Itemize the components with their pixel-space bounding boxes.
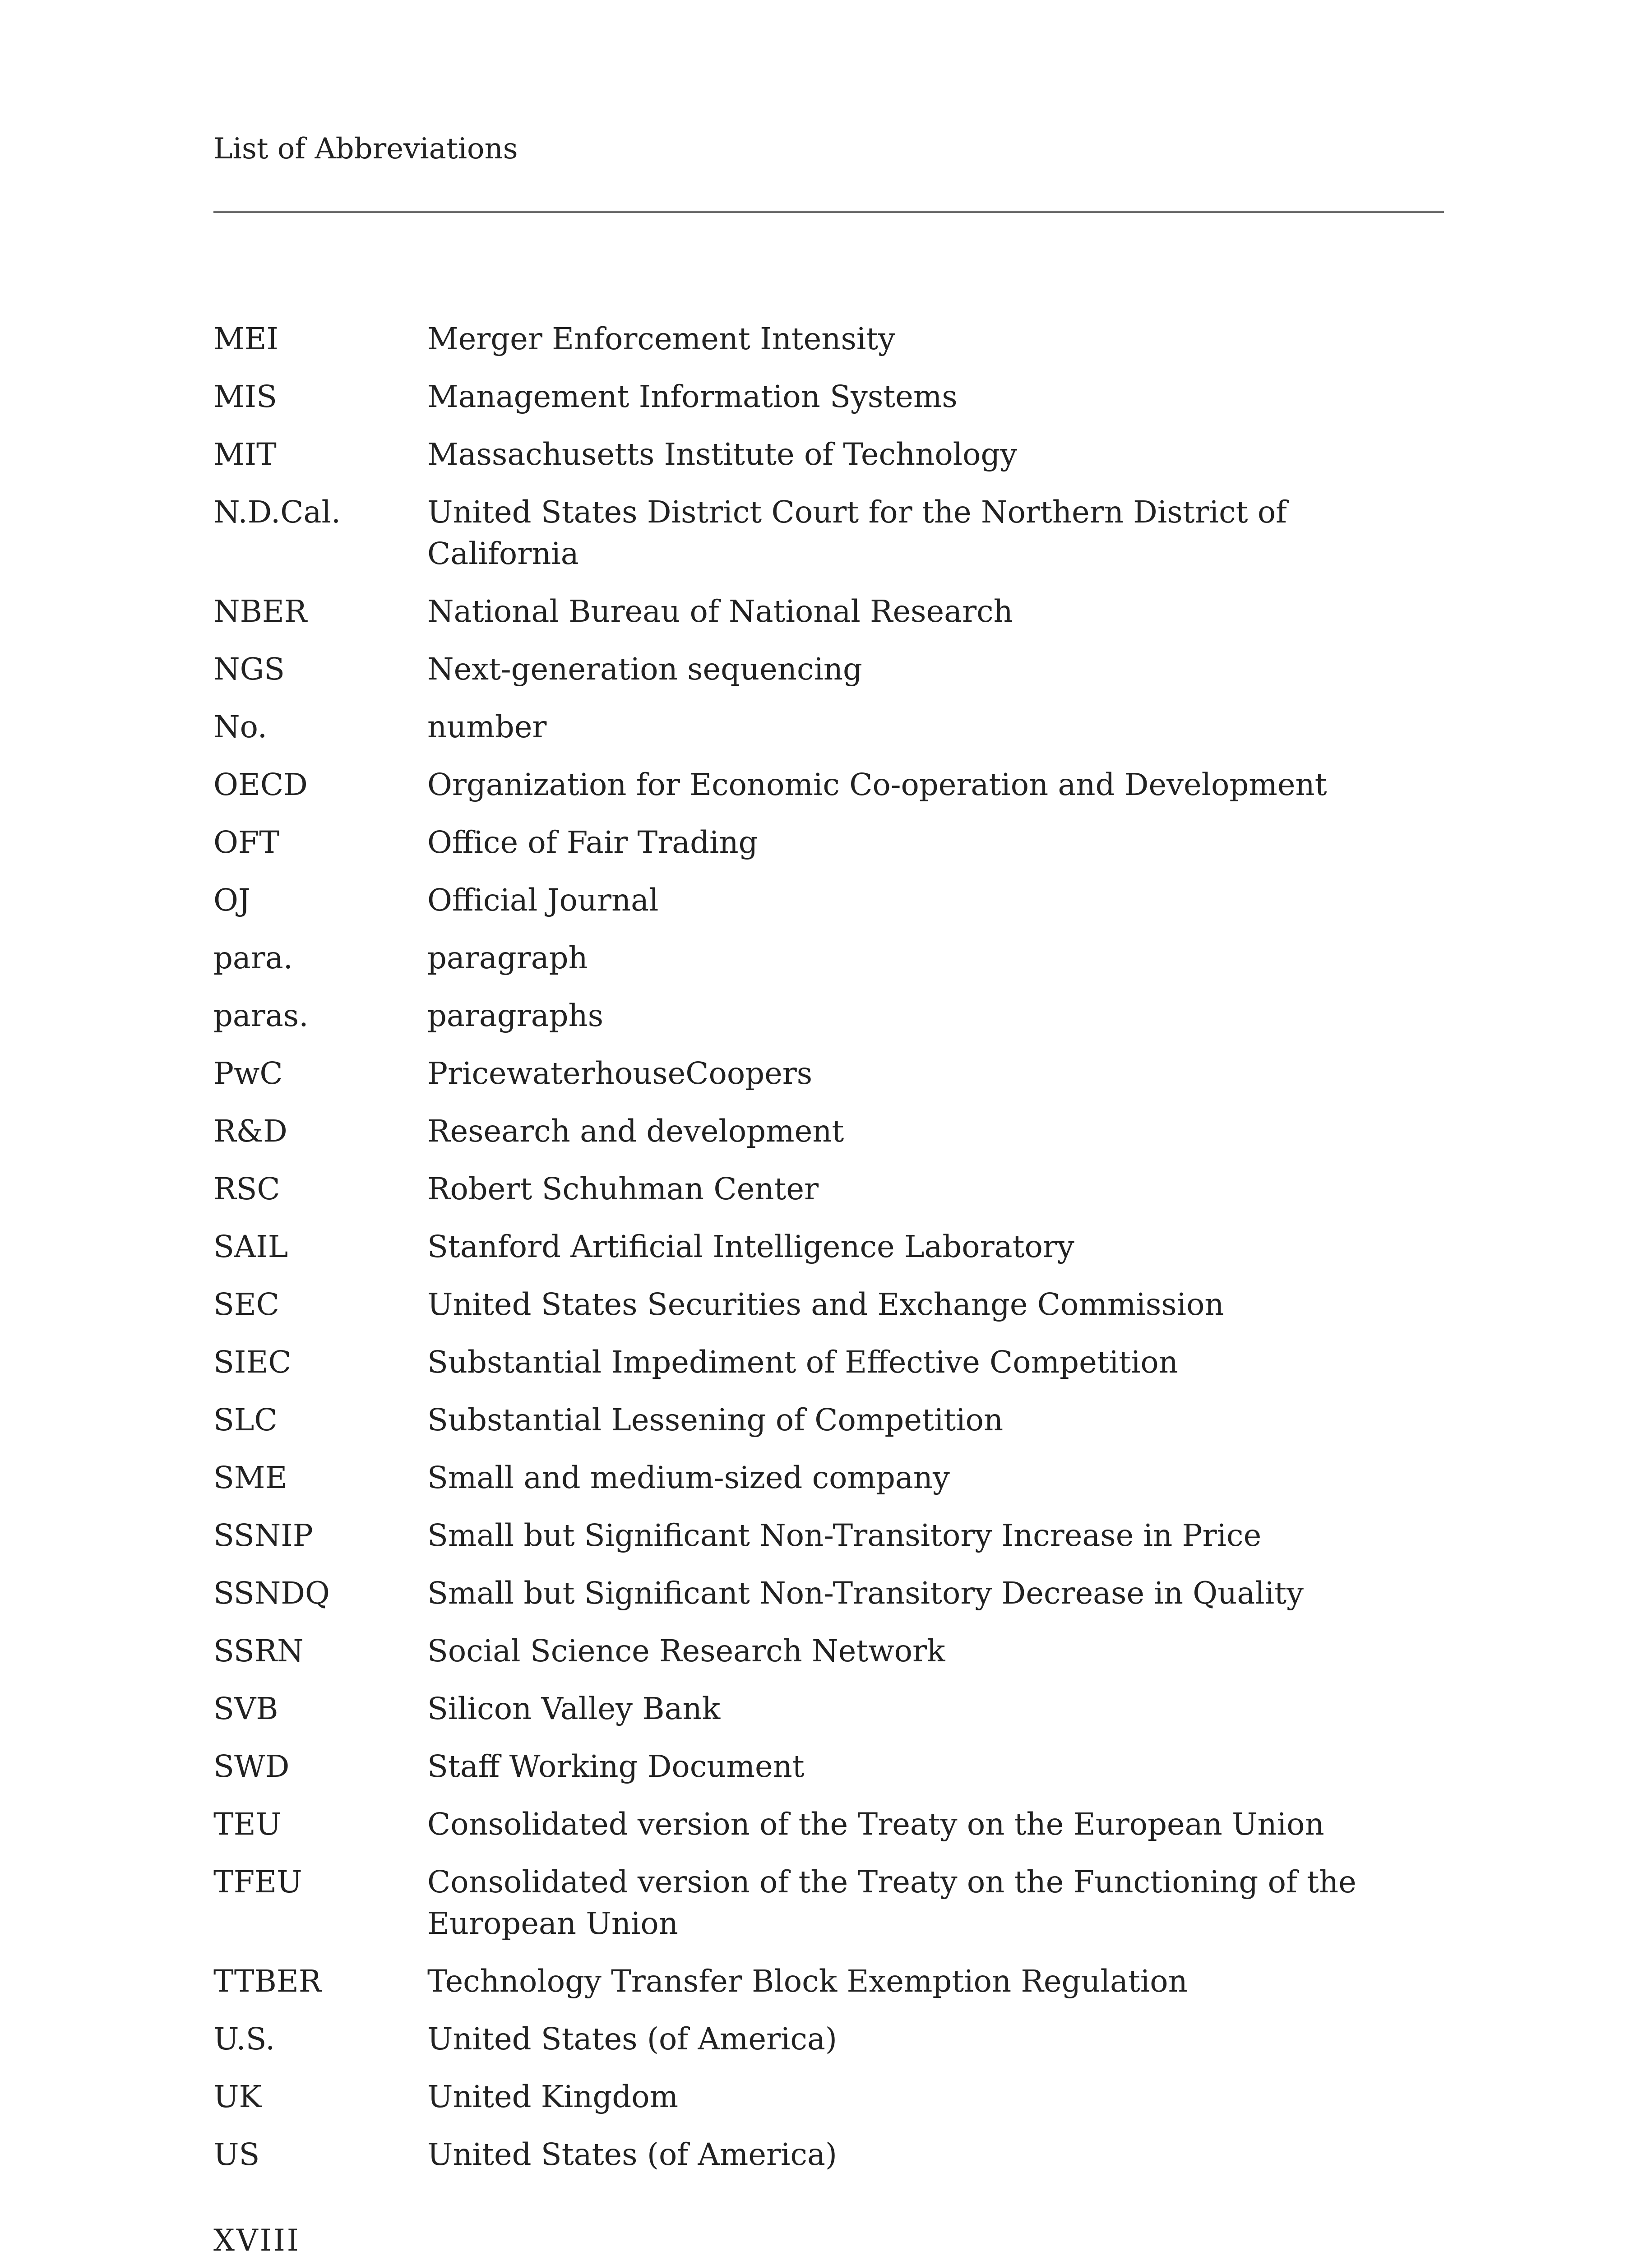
- abbreviation-term: US: [213, 2137, 260, 2172]
- abbreviation-term: SEC: [213, 1287, 280, 1322]
- abbreviation-definition: Management Information Systems: [427, 379, 958, 414]
- abbreviation-term: MIS: [213, 379, 277, 414]
- abbreviation-row: [213, 1457, 1444, 1498]
- abbreviation-definition: Small and medium-sized company: [427, 1460, 950, 1495]
- abbreviation-definition: paragraphs: [427, 998, 604, 1033]
- abbreviation-term: OECD: [213, 767, 308, 802]
- abbreviation-definition: Next-generation sequencing: [427, 652, 862, 687]
- abbreviation-row: [213, 1399, 1444, 1441]
- abbreviation-term: No.: [213, 709, 268, 744]
- abbreviation-definition: United States Securities and Exchange Commission: [427, 1287, 1224, 1322]
- abbreviation-definition: Stanford Artificial Intelligence Laboratory: [427, 1229, 1074, 1264]
- abbreviation-definition: Silicon Valley Bank: [427, 1691, 721, 1726]
- abbreviation-row: [213, 822, 1444, 863]
- header-divider: [213, 211, 1444, 213]
- abbreviation-term: OJ: [213, 883, 250, 918]
- abbreviation-row: [213, 1515, 1444, 1556]
- abbreviation-definition: number: [427, 709, 547, 744]
- abbreviation-row: [213, 434, 1444, 475]
- abbreviation-definition: United States (of America): [427, 2137, 838, 2172]
- abbreviation-term: SVB: [213, 1691, 278, 1726]
- abbreviation-row: [213, 2018, 1444, 2060]
- abbreviation-term: R&D: [213, 1114, 287, 1149]
- abbreviation-row: [213, 1688, 1444, 1729]
- abbreviation-term: paras.: [213, 998, 309, 1033]
- abbreviation-definition: Merger Enforcement Intensity: [427, 321, 896, 356]
- abbreviation-term: SSNIP: [213, 1518, 313, 1553]
- abbreviation-definition: Consolidated version of the Treaty on the Functioning of the European Union: [427, 1864, 1356, 1941]
- abbreviation-term: MEI: [213, 321, 278, 356]
- abbreviation-row: [213, 376, 1444, 417]
- page-number: XVIII: [213, 2223, 301, 2256]
- abbreviation-definition: National Bureau of National Research: [427, 594, 1013, 629]
- abbreviation-row: [213, 318, 1444, 360]
- abbreviation-row: [213, 1861, 1444, 1944]
- abbreviation-row: [213, 591, 1444, 632]
- abbreviation-list: [213, 318, 1444, 2191]
- abbreviation-row: [213, 1803, 1444, 1845]
- abbreviation-row: [213, 995, 1444, 1036]
- abbreviation-row: [213, 1053, 1444, 1094]
- abbreviation-definition: Massachusetts Institute of Technology: [427, 437, 1018, 472]
- abbreviation-row: [213, 1630, 1444, 1672]
- abbreviation-row: [213, 1284, 1444, 1325]
- abbreviation-definition: Small but Significant Non-Transitory Decrease in Quality: [427, 1576, 1304, 1611]
- abbreviation-definition: Organization for Economic Co-operation and Development: [427, 767, 1327, 802]
- abbreviation-definition: Small but Significant Non-Transitory Increase in Price: [427, 1518, 1262, 1553]
- abbreviation-definition: United States (of America): [427, 2021, 838, 2057]
- abbreviation-term: NGS: [213, 652, 285, 687]
- abbreviation-definition: Research and development: [427, 1114, 844, 1149]
- abbreviation-term: SSNDQ: [213, 1576, 330, 1611]
- abbreviation-term: TEU: [213, 1807, 282, 1842]
- abbreviation-row: [213, 1572, 1444, 1614]
- abbreviation-definition: Consolidated version of the Treaty on the European Union: [427, 1807, 1324, 1842]
- abbreviation-row: [213, 764, 1444, 805]
- abbreviation-definition: Substantial Lessening of Competition: [427, 1402, 1004, 1438]
- abbreviation-definition: United States District Court for the Northern District of California: [427, 495, 1287, 571]
- abbreviation-definition: Robert Schuhman Center: [427, 1171, 819, 1207]
- abbreviation-term: OFT: [213, 825, 280, 860]
- abbreviation-definition: Social Science Research Network: [427, 1633, 945, 1669]
- abbreviation-term: SAIL: [213, 1229, 288, 1264]
- abbreviation-row: [213, 706, 1444, 748]
- abbreviation-definition: Substantial Impediment of Effective Competition: [427, 1345, 1178, 1380]
- abbreviation-row: [213, 491, 1444, 574]
- abbreviation-row: [213, 1168, 1444, 1210]
- abbreviation-definition: United Kingdom: [427, 2079, 679, 2114]
- abbreviation-definition: paragraph: [427, 940, 588, 975]
- abbreviation-row: [213, 648, 1444, 690]
- abbreviation-term: UK: [213, 2079, 262, 2114]
- abbreviation-term: SWD: [213, 1749, 290, 1784]
- abbreviation-term: para.: [213, 940, 293, 975]
- abbreviation-term: TFEU: [213, 1864, 302, 1900]
- abbreviation-term: SIEC: [213, 1345, 292, 1380]
- abbreviation-term: MIT: [213, 437, 277, 472]
- abbreviation-term: U.S.: [213, 2021, 275, 2057]
- abbreviation-definition: Staff Working Document: [427, 1749, 805, 1784]
- abbreviation-row: [213, 2076, 1444, 2117]
- abbreviation-row: [213, 1960, 1444, 2002]
- abbreviation-definition: Technology Transfer Block Exemption Regulation: [427, 1964, 1188, 1999]
- abbreviation-term: N.D.Cal.: [213, 495, 341, 530]
- abbreviation-definition: Office of Fair Trading: [427, 825, 758, 860]
- abbreviation-definition: PricewaterhouseCoopers: [427, 1056, 813, 1091]
- abbreviation-term: PwC: [213, 1056, 283, 1091]
- abbreviation-term: TTBER: [213, 1964, 322, 1999]
- abbreviation-term: SSRN: [213, 1633, 304, 1669]
- abbreviation-row: [213, 1341, 1444, 1383]
- abbreviation-term: NBER: [213, 594, 307, 629]
- abbreviation-row: [213, 1110, 1444, 1152]
- abbreviation-row: [213, 1226, 1444, 1267]
- abbreviation-row: [213, 1746, 1444, 1787]
- abbreviation-row: [213, 2134, 1444, 2175]
- abbreviation-term: SLC: [213, 1402, 278, 1438]
- abbreviation-definition: Official Journal: [427, 883, 659, 918]
- running-header: List of Abbreviations: [213, 132, 518, 166]
- abbreviation-row: [213, 879, 1444, 921]
- abbreviation-term: RSC: [213, 1171, 280, 1207]
- abbreviation-term: SME: [213, 1460, 287, 1495]
- abbreviation-row: [213, 937, 1444, 979]
